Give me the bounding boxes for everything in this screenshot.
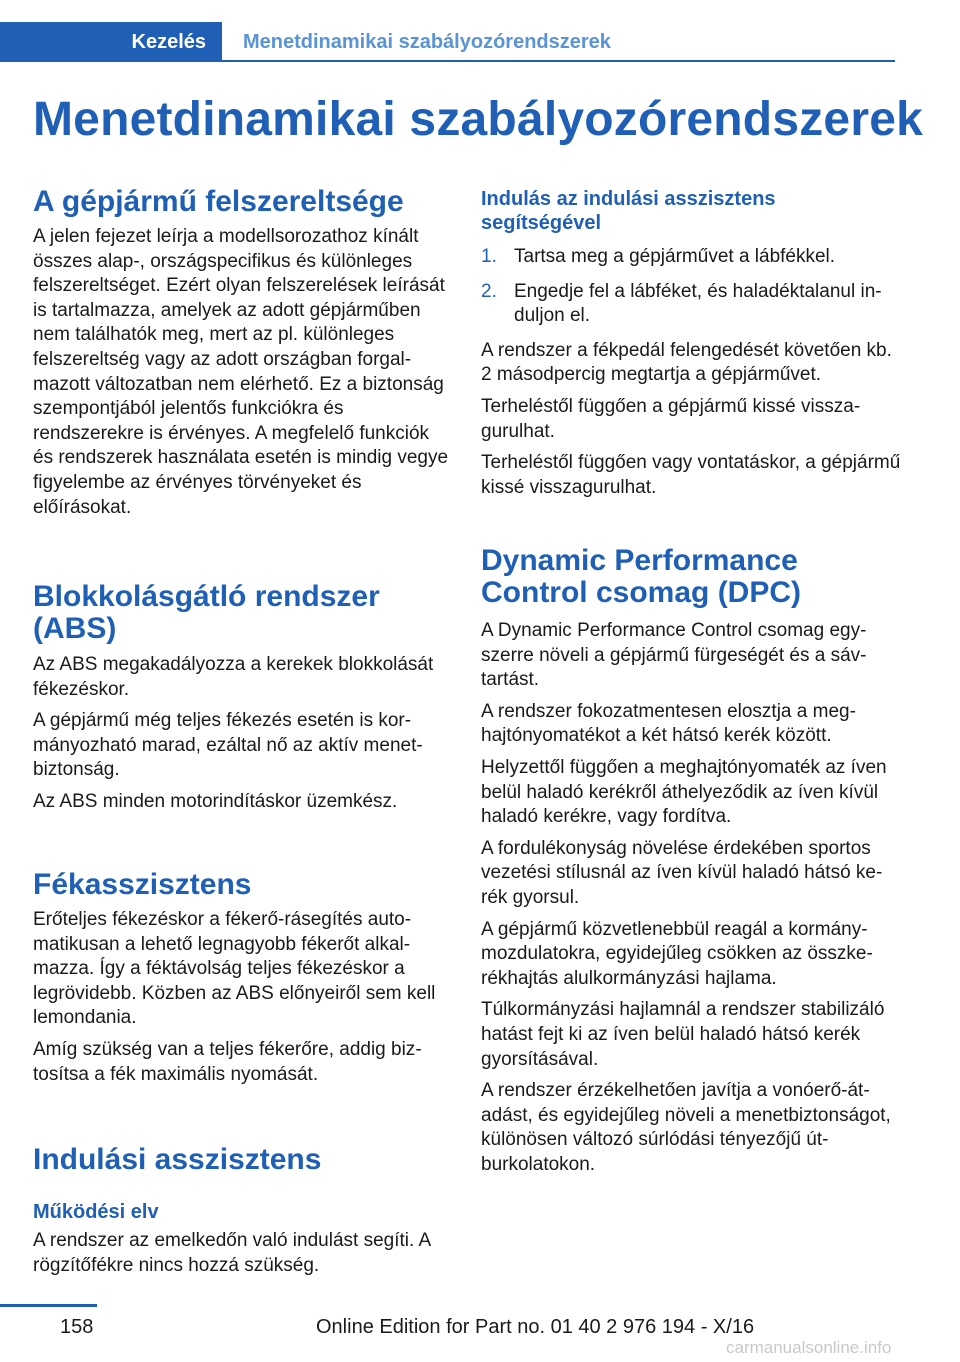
- start-assist-text: A rendszer az emelkedőn való indulást segíti. A rögzítőfékre nincs hozzá szükség.: [33, 1230, 431, 1276]
- brake-assist-paragraph: Amíg szükség van a teljes fékerőre, addig biztosítsa a fék maximális nyomását.: [33, 1038, 422, 1085]
- footer-rule: [0, 1304, 97, 1307]
- equipment-text: A jelen fejezet leírja a modellsorozathoz kínált összes alap-, országspecifikus és különleges felszereltséget. Ezért olyan felszerelések leírását is tartalmazza, amelyek az adott gépjárműben nem találhatók meg, mert az pl. különleges felszereltség vagy az adott országban forgalmazott változatban nem elérhető. Ez a biztonság szempontjából jelentős funkciókra és rendszerekre is érvényes. A megfelelő funkciók és rendszerek használata esetén is mindig vegye figyelembe az érvényes törvényeket és előírásokat.: [33, 226, 449, 518]
- abs-paragraph: Az ABS megakadályozza a kerekek blokkolását fékezéskor.: [33, 654, 434, 700]
- step-number: 2.: [481, 280, 497, 302]
- list-item: [481, 280, 901, 329]
- dpc-paragraph: A rendszer érzékelhetően javítja a vonóerő-átadást, és egyidejűleg növeli a menetbiztonságot, különösen változó súrlódási tényezőjű útburkolatokon.: [481, 1080, 891, 1175]
- section-start-with-assist: [481, 187, 901, 500]
- page-number: 158: [60, 1316, 94, 1338]
- dpc-paragraph: A gépjármű közvetlenebbül reagál a kormánymozdulatokra, egyidejűleg csökken az összkerékhajtás alulkormányzási hajlama.: [481, 918, 873, 989]
- abs-paragraph: Az ABS minden motorindításkor üzemkész.: [33, 790, 398, 812]
- dpc-paragraph: A fordulékonyság növelése érdekében sportos vezetési stílusnál az íven kívül haladó hátsó kerék gyorsul.: [481, 837, 883, 908]
- steps-list: [481, 245, 901, 329]
- start-with-assist-paragraph: Terheléstől függően vagy vontatáskor, a gépjármű kissé visszagurulhat.: [481, 452, 901, 498]
- equipment-heading: A gépjármű felszereltsége: [33, 185, 404, 218]
- dpc-paragraph: Túlkormányzási hajlamnál a rendszer stabilizáló hatást fejt ki az íven belül haladó hátsó kerék gyorsításával.: [481, 999, 885, 1070]
- section-equipment: [33, 186, 451, 520]
- brake-assist-heading: Fékasszisztens: [33, 868, 252, 901]
- section-abs: [33, 581, 451, 815]
- watermark[interactable]: carmanualsonline.info: [726, 1338, 892, 1357]
- page-title: Menetdinamikai szabályozórendszerek: [33, 93, 923, 146]
- dpc-paragraph: A rendszer fokozatmentesen elosztja a meghajtónyomatékot a két hátsó kerék között.: [481, 700, 856, 747]
- step-text: Tartsa meg a gépjárművet a lábfékkel.: [514, 246, 836, 267]
- brake-assist-paragraph: Erőteljes fékezéskor a fékerő-rásegítés automatikusan a lehető legnagyobb fékerőt alkalmazza. Így a féktávolság teljes fékezéskor a legrövidebb. Közben az ABS előnyeiről sem kell lemondania.: [33, 909, 436, 1029]
- dpc-heading: Dynamic Performance Control csomag (DPC): [481, 544, 802, 609]
- section-tab[interactable]: Kezelés: [0, 22, 222, 62]
- step-text: Engedje fel a lábféket, és haladéktalanul induljon el.: [514, 280, 882, 327]
- start-with-assist-paragraph: A rendszer a fékpedál felengedését követően kb. 2 másodpercig megtartja a gépjárművet.: [481, 339, 892, 386]
- dpc-paragraph: Helyzettől függően a meghajtónyomaték az íven belül haladó kerékről áthelyeződik az íven kívül haladó kerékre, vagy fordítva.: [481, 756, 887, 828]
- start-with-assist-heading: Indulás az indulási asszisztens segítségével: [481, 188, 776, 234]
- step-number: 1.: [481, 246, 497, 267]
- start-with-assist-paragraph: Terheléstől függően a gépjármű kissé visszagurulhat.: [481, 395, 861, 442]
- start-assist-heading: Indulási asszisztens: [33, 1143, 322, 1176]
- dpc-paragraph: A Dynamic Performance Control csomag egyszerre növeli a gépjármű fürgeségét és a sávtartást.: [481, 620, 867, 691]
- section-dpc: [481, 545, 901, 1177]
- abs-paragraph: A gépjármű még teljes fékezés esetén is kormányozható marad, ezáltal nő az aktív menetbiztonság.: [33, 710, 423, 781]
- edition-note: Online Edition for Part no. 01 40 2 976 194 - X/16: [316, 1316, 755, 1338]
- page-header: [0, 22, 895, 62]
- list-item: [481, 245, 901, 270]
- header-rule: [222, 60, 895, 62]
- breadcrumb[interactable]: Menetdinamikai szabályozórendszerek: [243, 31, 611, 53]
- working-principle-subheading: Működési elv: [33, 1201, 159, 1223]
- section-start-assist: [33, 1144, 451, 1278]
- section-brake-assist: [33, 869, 451, 1087]
- abs-heading: Blokkolásgátló rendszer (ABS): [33, 580, 380, 645]
